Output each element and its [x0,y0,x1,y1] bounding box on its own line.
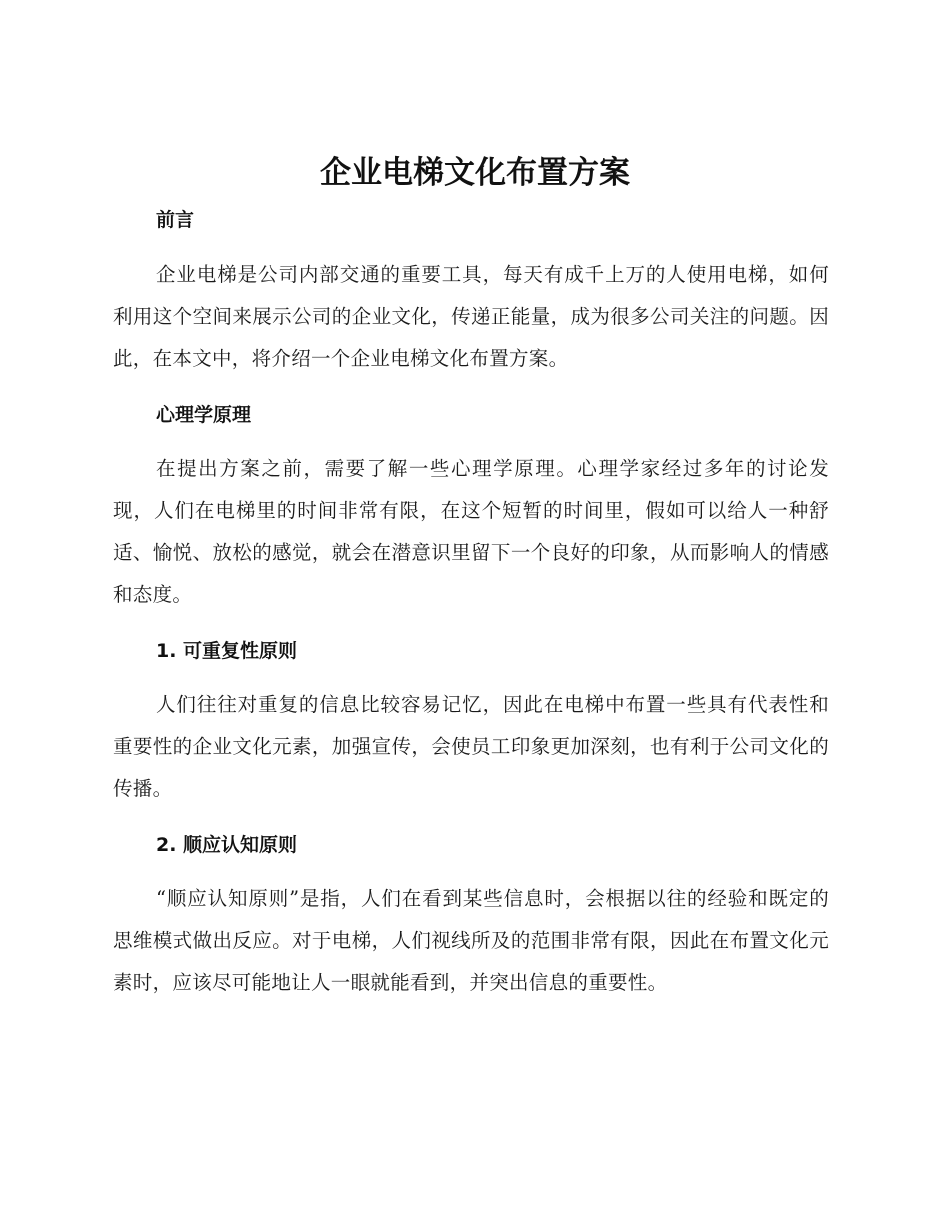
section-heading-repeatability: 1. 可重复性原则 [156,640,298,662]
section-paragraph-preface: 企业电梯是公司内部交通的重要工具，每天有成千上万的人使用电梯，如何利用这个空间来展示公司的企业文化，传递正能量，成为很多公司关注的问题。因此，在本文中，将介绍一个企业电梯文化布置方案。 [113,263,829,370]
section-heading-cognition: 2. 顺应认知原则 [156,834,298,856]
section-paragraph-repeatability: 人们往往对重复的信息比较容易记忆，因此在电梯中布置一些具有代表性和重要性的企业文化元素，加强宣传，会使员工印象更加深刻，也有利于公司文化的传播。 [113,693,829,800]
document-title: 企业电梯文化布置方案 [320,155,630,191]
section-paragraph-cognition: “顺应认知原则”是指，人们在看到某些信息时，会根据以往的经验和既定的思维模式做出反应。对于电梯，人们视线所及的范围非常有限，因此在布置文化元素时，应该尽可能地让人一眼就能看到，并突出信息的重要性。 [113,887,829,994]
section-paragraph-psychology: 在提出方案之前，需要了解一些心理学原理。心理学家经过多年的讨论发现，人们在电梯里的时间非常有限，在这个短暂的时间里，假如可以给人一种舒适、愉悦、放松的感觉，就会在潜意识里留下一个良好的印象，从而影响人的情感和态度。 [113,457,829,606]
section-heading-psychology: 心理学原理 [156,404,252,426]
section-heading-preface: 前言 [156,209,195,231]
